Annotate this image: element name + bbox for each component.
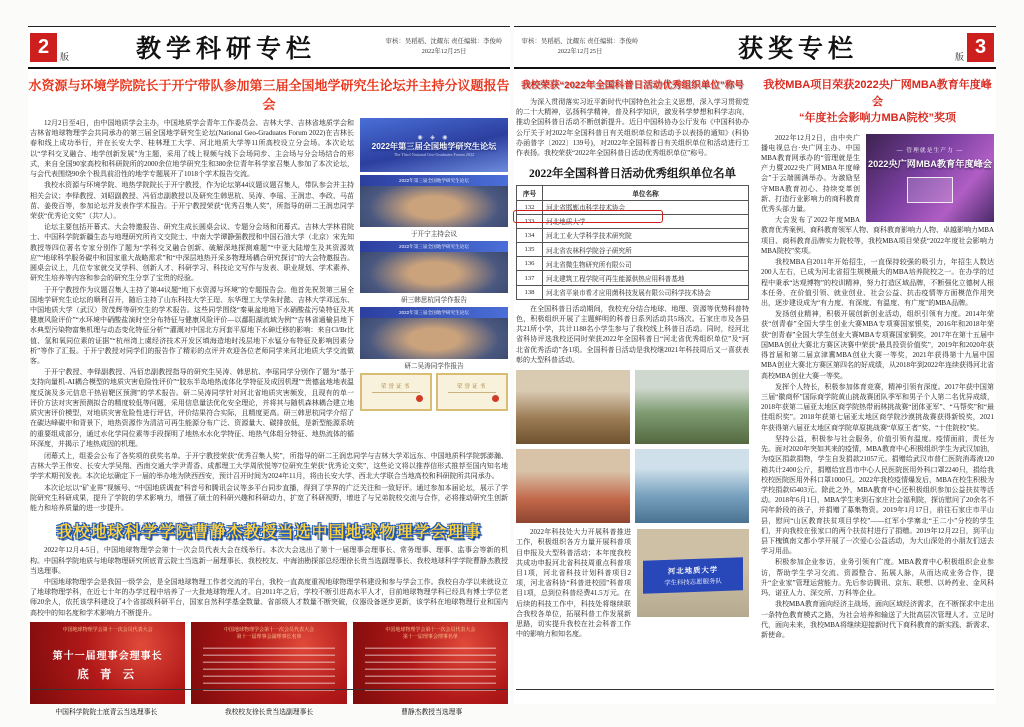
red-seal-icon [416, 395, 423, 402]
newspaper-page-3 [514, 26, 996, 704]
award-certificates [360, 373, 508, 411]
chairman-name: 底 青 云 [77, 668, 139, 681]
ban-label: 版 [60, 52, 70, 62]
banner-logos: ◉ ◈ ◉ [417, 134, 451, 141]
table-title: 2022年全国科普日活动优秀组织单位名单 [529, 168, 736, 181]
body-paragraph: 2022年12月2日，由中央广播电视总台·央广网主办、中国MBA教育网承办的“管理就是生产力暨2022央广网MBA年度峰会”于云端圆满举办。为激励坚守MBA教育初心、持续变革创新、打造行业影响力的商科教育优秀头部力量。 [761, 133, 860, 214]
photo-yu-kaining [360, 175, 508, 227]
article1-image-column [360, 118, 508, 450]
date-line: 2022年12月25日 [557, 48, 603, 55]
congress-list-title: 第十一届理事会副理事长名单 [236, 633, 302, 640]
photo-caption: 中国科学院院士底青云当选理事长 [55, 708, 158, 716]
article1-text-column [30, 118, 354, 450]
table-row [517, 271, 749, 285]
final-paragraph-block [516, 527, 749, 639]
award-table-wrapper [516, 185, 749, 300]
red-seal-icon [492, 395, 499, 402]
lead-paragraph-block [761, 133, 994, 257]
body-paragraph: 12月2日至4日，由中国地质学会主办，中国地质学会青年工作委员会、吉林大学、吉林省地质学会和吉林省地球物理学会共同承办的第三届全国地学研究生论坛(National Geo-Graduates Forum 2022)在吉林长春和线上成功举行，并在长安大学、桂林理工大学、河北地质大学等11所高校设立分会场。本次论坛以“学科交叉融合、地学创新发展”为主题，采用了线上视频与线下会场同步、主会场与分会场结合的形式，来自全国90家高校和科研院所的2000余位地学研究生和380余位青年科学家召集人参加了本次论坛，与会代表围绕90余个极具前沿性的地学专题展开了1018个学术报告交流。 [30, 119, 354, 179]
forum-banner-image [360, 118, 508, 172]
congress-headline: 第十一届理事会理事长 [52, 650, 163, 662]
article1-headline: 水资源与环境学院院长于开宁带队参加第三届全国地学研究生论坛并主持分议题报告会 [28, 78, 510, 112]
review-line: 审核：吴稻稻、沈耀东 责任编辑：李俊岭 [521, 37, 639, 45]
row-index: 134 [517, 228, 543, 242]
ban-label: 版 [954, 52, 964, 62]
header-bottom-rule [28, 67, 510, 69]
article1-body [28, 118, 510, 450]
award-units-table [516, 185, 749, 300]
table-row [517, 228, 749, 242]
volunteer-banner [643, 557, 743, 593]
body-paragraph: 发扬创业精神，积极开展创新创业活动，组织引领有力度。2014年荣获“创青春”全国大学生创业大赛MBA专项赛国家银奖，2016年和2018年荣获“创青春”全国大学生创业大赛MBA专项赛国家铜奖，2017年在第十五届中国MBA创业大赛北方赛区决赛中荣获“最具投资价值奖”，2019年和2020年获得首届和第二届京津冀MBA创业大赛一等奖，2021年获得第十九届中国MBA创业大赛北方赛区第四名的好成绩，从2018年到2022年连续获得河北省高校MBA创业大赛一等奖。 [761, 310, 994, 380]
classroom-photo [516, 449, 630, 523]
photo-caption: 曹静杰教授当选理事 [401, 708, 463, 716]
banner-line: 学生科技志愿服务队 [664, 578, 722, 588]
congress-banner-title: 中国地球物理学会第十一次会员代表大会 [223, 626, 314, 633]
row-index: 133 [517, 214, 543, 228]
unit-name: 河北省微生物研究所有限公司 [543, 257, 749, 271]
body-paragraph: 我校MBA自2011年开始招生，一直保持较强的吸引力，年招生人数达200人左右，已成为河北省招生规模最大的MBA培养院校之一。在办学的过程中秉承“达观博物”的校训精神，努力打造区域品牌，不断强化立德树人根本任务，在价值引领、就业创业、社会公益、抗击疫情等方面模范作用突出，逐步建设成为“有力度、有深度、有温度、有广度”的MBA品牌。 [761, 258, 994, 307]
summit-slogan: — 管理就是生产力 — [896, 147, 964, 154]
experiment-photo [635, 449, 749, 523]
congress-banner-title: 中国地球物理学会第十一次会员代表大会 [62, 626, 153, 633]
volunteer-team-photo [637, 529, 749, 617]
photo-caption: 研二吴涛同学作报告 [404, 363, 464, 370]
column-header: 单位名称 [543, 186, 749, 200]
body-paragraph: 于开宁教授、李铎副教授、冯佰忠副教授指导的研究生吴涛、韩思杭、李瑶同学分别作了题为“基于支持向量机-AI耦合模型的地质灾害危险性评价”“胶东半岛地热流体化学特征及成因机理”“贵德盆地地表温度反演及多元信息干热岩靶区预测”的学术报告。研二吴涛同学针对河北省地质灾害频发，且现有的单一评价方法对灾害预测拟合的精度较低等问题，采用信息量法优化安全理论，并将其与随机森林耦合建立地质灾害评价模型，对地质灾害危险性进行评估，评价结果符合实际，且精度更高。研三韩思杭同学介绍了在碳达峰碳中和背景下，地热资源作为清洁可再生能源分布广泛、资源量大、碳排放低，是新型能源系统的重要组成部分，通过水化学同位素等手段探明了地热水水化学特征、地热气体组分特征、地热流体的循环深度，并揭示了地热成因的机理。 [30, 368, 354, 448]
unit-name: 河北省农林科学院谷子研究所 [543, 243, 749, 257]
certificate-title: 荣誉证书 [380, 384, 412, 390]
row-index: 132 [517, 200, 543, 214]
mba-award-article [761, 69, 994, 641]
body-paragraph: 2022年科技处大力开展科普推进工作，积极组织各方力量开展科普项目申报及大型科普活动；本年度我校共成功申报河北省科技周重点科普项目1项，河北省科技计划科普项目2项，河北省科协“科普进校园”科普项目1项，总到位科普经费41.5万元。在后续的科技工作中，科技处将继续联合我校各单位，拓展科普工作发展新思路，切实提升我校在社会科普工作中的影响力和知名度。 [516, 528, 631, 639]
unit-name: 河北地质大学 [543, 214, 749, 228]
unit-name: 河北工业大学科学技术研究院 [543, 228, 749, 242]
photo-banner-strip: 2022年第三届全国地学研究生论坛 [360, 307, 508, 318]
table-row [517, 243, 749, 257]
certificate-title: 荣誉证书 [456, 384, 488, 390]
photo-caption: 我校校友徐长贵当选副理事长 [224, 708, 314, 716]
body-paragraph: 大会发布了2022年度MBA教育优秀案例、商科教育领军人物、商科教育影响力人物、卓越影响力MBA项目、商科教育品牌实力院校等，我校MBA项目荣获“2022年度社会影响力MBA院校”奖项。 [761, 216, 994, 255]
summit-title: 2022央广网MBA教育年度峰会 [867, 158, 993, 169]
page-header [514, 29, 996, 65]
table-row [517, 200, 749, 214]
unit-name: 河北省邯郸市科学技术协会 [543, 200, 749, 214]
banner-subtitle: The Third National Geo-Graduates Forum 2022 [393, 151, 475, 157]
headline-line: 我校MBA项目荣获2022央广网MBA教育年度峰会 [763, 79, 992, 108]
certificate-image [360, 373, 432, 411]
table-header-row [517, 186, 749, 200]
date-line: 2022年12月25日 [421, 48, 467, 55]
article2-photo-row [30, 622, 508, 704]
unit-name: 河北省平泉市希才应用菌科技发展有限公司科学技术协会 [543, 285, 749, 299]
award-screen [907, 177, 953, 203]
section-title: 教学科研专栏 [136, 35, 317, 63]
body-paragraph: 闭幕式上，组委会公布了各奖项的获奖名单。于开宁教授荣获“优秀召集人奖”，所指导的研二王润忠同学与吉林大学邓远东、中国地质科学院郭澎瀚、吉林大学王伟安、长安大学吴翔、西南交通大学尹青香、成都理工大学周欣悦等7位研究生荣获“优秀论文奖”，这些论文将以推荐信形式推荐至国内知名地学学术期刊发表。本次论坛确定下一届的举办地为陕西西安，预计召开时间为2024年11月，将由长安大学、西北大学联合当地高校和科研院所共同承办。 [30, 452, 508, 481]
banner-line: 河北地质大学 [667, 565, 719, 577]
article2-captions [28, 706, 510, 716]
article1-fullwidth-text [28, 450, 510, 513]
body-paragraph: 积极参加企业参访，业务引领有广度。MBA教育中心积极组织企业参访，帮助学生学习交流、资源整合、拓展人脉，从而达成业务合作，提升“企业家”管理运营能力。先后参访腾讯、京东、联想、以岭药业、金风科玛、诺亚人力、深交所、万科等企业。 [761, 558, 994, 598]
classroom-photo [635, 370, 749, 444]
body-paragraph: 2022年12月4-5日，中国地球物理学会第十一次会员代表大会在线举行。本次大会选出了第十一届理事会理事长、常务理事、理事、监事会等新的机构。中国科学院地质与地球物理研究所底青云院士当选新一届理事长、我校校友、中海油勘探部总经理徐长贵当选副理事长、我校地球科学学院曹静杰教授当选理事。 [30, 546, 508, 575]
body-paragraph: 本次论坛以“矿业界”视频号、“中国地质调查”科音号和腾讯会议等多平台同步直播，得到了学界的广泛关注和一致好评。通过参加本届论坛，展示了学院研究生科研成果，提升了学院的学术影响力，增强了硕士的科研兴趣和科研动力，扩宽了科研视野，增进了与兄弟院校交流与合作，必将推动研究生创新能力和培养质量的进一步提升。 [30, 483, 508, 513]
table-row [517, 257, 749, 271]
congress-image-vice-chairs [191, 622, 346, 704]
photo-caption: 研三韩思杭同学作报告 [401, 297, 467, 304]
body-paragraph: 坚持公益，积极参与社会服务，价值引领有温度。疫情面前，责任为先。面对2020年突如其来的疫情，MBA教育中心积极组织学生为武汉加油，为疫区捐款捐物，学生自发捐款21057元。捐赠给武汉市普仁医院消毒液120箱共计2400公斤，捐赠给宜昌市中心人民医院医用外科口罩2240只，捐给我校校医院医用外科口罩1000只。2022年我校疫情爆发后，MBA在校生积极为学校捐款65403元。除此之外，MBA教育中心还积极组织参加公益扶贫等活动。2018年6月1日，MBA学生来到石家庄社会福利院，探访慰问了20余名不同年龄段的孩子，并捐赠了募集物资。2019年1月17日，前往石家庄市平山县，慰问“山区教育扶贫项目学校”——红军小学寨北“王二小”分校的学生们，并向我校在张家口的两个扶贫村进行了捐赠。2019年12月22日，到平山县下槐镇南文都小学开展了一次爱心公益活动，为大山深处的小朋友们送去学习用品。 [761, 434, 994, 556]
congress-image-chairman [30, 622, 185, 704]
body-paragraph: 发挥个人特长，积极参加体育竞赛，精神引领有深度。2017年获中国第三届“徽商杯”国际商学院黄山挑战赛团队季军和男子个人第二名优异成绩，2018年获第二届亚太地区商学院热带雨林挑战赛“团体亚军”、“马帮奖”和“最佳组织奖”。2018年获第七届亚太地区商学院沙漠挑战赛获得新锐奖，2021年获得第六届亚太地区商学院草原挑战赛“草原王者”奖、“十佳院校”奖。 [761, 382, 994, 432]
photo-wu-tao [360, 307, 508, 359]
article1-headline: 我校荣获“2022年全国科普日活动优秀组织单位”称号 [521, 80, 744, 91]
row-index: 135 [517, 243, 543, 257]
certificate-line [448, 392, 496, 393]
review-line: 审核：吴稻稻、沈耀东 责任编辑：李俊岭 [385, 37, 503, 45]
mba-summit-photo [866, 134, 994, 222]
body-paragraph: 论坛主要包括开幕式、大会特邀报告、研究生成长圆桌会议、专题分会场和闭幕式。吉林大学林君院士、中国科学院新疆生态与地理研究所肖文交院士、中南大学谭静强教授和中国石油大学（北京）宋先知教授等四位著名专家分别作了题为“学科交叉融合创新、破解深地探测难题”“中亚大陆增生及其资源效应”“地球科学服务碳中和国家重大战略需求”和“中深层地热开采多物理场耦合研究探讨”的大会特邀报告。圆桌会议上，几位专家就交叉学科、创新人才、科研学习、科技论文写作与发表、职业规划、学术素养、研究生培养等内容和参会的研究生分享了宝贵的经验。 [30, 223, 354, 283]
masthead-info [516, 37, 644, 58]
photo-han-sihang [360, 241, 508, 293]
table-row [517, 285, 749, 299]
page-bottom-rule [516, 689, 994, 690]
row-index: 136 [517, 257, 543, 271]
row-index: 138 [517, 285, 543, 299]
row-index: 137 [517, 271, 543, 285]
body-paragraph: 为深入贯彻落实习近平新时代中国特色社会主义思想，深入学习贯彻党的二十大精神，弘扬科学精神，普及科学知识，激发科学梦想和科学志向，推动全国科普日活动不断创新提升。近日中国科协办公厅发布《中国科协办公厅关于对2022年全国科普日有关组织单位和活动予以表扬的通知》(科协办函普字〔2022〕139号)，对2022年全国科普日有关组织单位和活动进行工作表扬。我校荣获“2022年全国科普日活动优秀组织单位”称号。 [516, 98, 749, 158]
article2-text [28, 545, 510, 618]
header-top-rule [28, 26, 510, 27]
photo-caption: 于开宁主持会议 [410, 231, 458, 238]
page-number-box: 2 [30, 33, 57, 62]
body-paragraph: 我校水资源与环境学院、地热学院院长于开宁教授，作为论坛第44议题议题召集人，带队参会并主持相关会议；李铎教授、刘昭副教授、冯佰忠副教授以及研究生韩思杭、吴涛、李瑶、王润忠、李政、马苗苗、姜俊百等，参加论坛并发表作学术报告。于开宁教授荣获“优秀召集人奖”，所指导的研二王润忠同学荣获“优秀论文奖”（共7人）。 [30, 181, 354, 220]
headline-line: “年度社会影响力MBA院校”奖项 [798, 112, 957, 124]
congress-banner-title: 中国地球物理学会第十一次会员代表大会 [385, 626, 476, 633]
column-header: 序号 [517, 186, 543, 200]
article2-headline: 我校地球科学学院曹静杰教授当选中国地球物理学会理事 [56, 524, 482, 542]
header-top-rule [514, 26, 996, 27]
photo-banner-strip: 2022年第三届全国地学研究生论坛 [360, 175, 508, 186]
name-list-rows [365, 647, 496, 691]
body-paragraph: 于开宁教授作为议题召集人主持了第44议题“地下水资源与环境”的专题报告会。他首先祝贺第三届全国地学研究生论坛的顺利召开，随后主持了山东科技大学王珵、东华理工大学朱时懿、吉林大学邓远东、中国地质大学（武汉）贺茂辉等研究生的学术报告。这些同学围绕“秦巢盆地地下水硝酸盐污染特征及其健康风险评价”“水环境中硝酸盐演时空分布特征与健康风险评价—以鄱阳湖流域为例”“吉林省通榆县地下水典型污染物富集机理与动态变化特征分析”“灌溉对中国北方河套平原地下水砷迁移的影响：来自Cl/Br比值、氢和氧同位素的证据”“杭州湾上虞经济技术开发区填海造地时浅层地下水锰分布特征及影响因素分析”等作了汇报。于开宁教授对同学们的报告作了精彩的点评并欢迎各位老师同学来河北地质大学交流做客。 [30, 285, 354, 366]
photo-banner-strip: 2022年第三届全国地学研究生论坛 [360, 241, 508, 252]
page-number-box: 3 [967, 33, 994, 62]
science-day-article [516, 69, 749, 641]
body-paragraph: 我校MBA教育面向经济主战场，面向区域经济需求，在不断探求中走出一条特色教育模式之路，为社会培养和输送了大批高层次管理人才。立足时代，面向未来，我校MBA将继续迎接新时代下商科教育的新实践、新需求、新使命。 [761, 600, 994, 639]
banner-title: 2022年第三届全国地学研究生论坛 [371, 141, 497, 151]
congress-list-title: 第十一届理事会理事名单 [402, 633, 458, 640]
certificate-line [372, 392, 420, 393]
body-paragraph: 在全国科普日活动期间，我校充分结合地球、地理、资源等优势科普特色，积极组织开展了主题鲜明的科普日系列活动共5场次。石家庄市及各县共21所小学，共计1188名小学生参与了我校线上科普日活动。同时，经河北省科协评选我校还同时荣获2022年全国科普日“河北省优秀组织单位”及“河北省优秀活动”各1项。全国科普日活动是我校继2021年科技周后又一喜获表彰的大型科普活动。 [516, 304, 749, 364]
newspaper-page-2 [28, 26, 510, 716]
congress-image-directors [353, 622, 508, 704]
two-column-layout [514, 69, 996, 641]
activity-photo-grid [516, 370, 749, 523]
page-header [28, 29, 510, 65]
body-paragraph: 中国地球物理学会是我国一级学会，是全国地球物理工作者交流的平台，我校一直高度重视地球物理学科建设和参与学会工作。我校自办学以来就设立了地球物理学科，在近七十年的办学过程中培养了一大批地球物理人才。自2011年之后，学校不断引进高水平人才，目前地球物理学科已经具有博士学位老师20余人，依托该学科建设了4个省部级科研平台，国家自然科学基金数量、省部级人才数量不断突破，仪器设备逐步更新，该学科在地球物理行业和国内高校中的知名度和学术影响力不断提升。 [30, 577, 508, 617]
unit-name: 河北建筑工程学院可再生能源供热应用科普基地 [543, 271, 749, 285]
table-row-highlighted [517, 214, 749, 228]
article2-headline [761, 77, 994, 127]
page-bottom-rule [30, 689, 508, 690]
classroom-photo [516, 370, 630, 444]
certificate-image [436, 373, 508, 411]
section-title: 获奖专栏 [737, 35, 858, 63]
name-list-rows [203, 647, 334, 691]
masthead-info [380, 37, 508, 58]
